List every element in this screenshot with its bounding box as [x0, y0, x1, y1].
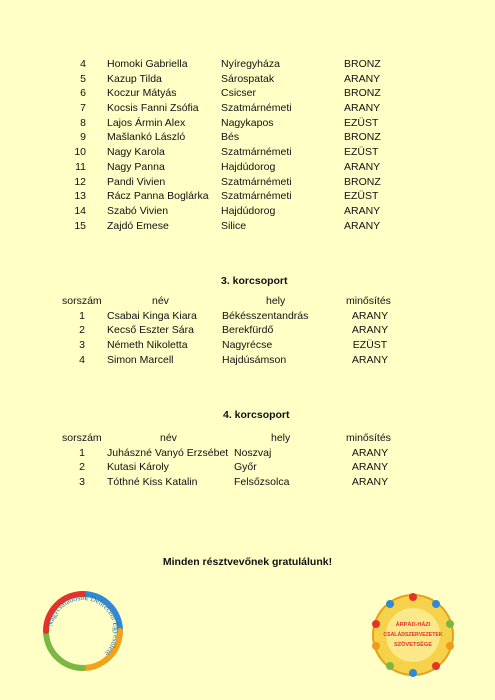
- row-number: 4: [80, 58, 86, 70]
- group3-title: 3. korcsoport: [221, 275, 288, 287]
- participant-place: Nyíregyháza: [221, 58, 280, 70]
- row-number: 8: [80, 116, 86, 129]
- results-table-group2: [0, 57, 495, 233]
- header-nev: név: [160, 432, 177, 444]
- participant-name: Kecső Eszter Sára: [107, 324, 194, 337]
- participant-name: Juhászné Vanyó Erzsébet: [107, 446, 229, 459]
- participant-rating: ARANY: [351, 461, 389, 474]
- participant-name: Tóthné Kiss Katalin: [107, 476, 198, 489]
- participant-name: Simon Marcell: [107, 353, 174, 366]
- participant-name: Pandi Vivien: [107, 175, 166, 188]
- participant-name: Kocsis Fanni Zsófia: [107, 102, 199, 115]
- participant-rating: ARANY: [344, 102, 381, 115]
- table-row: [0, 219, 495, 234]
- participant-place: Hajdúdorog: [221, 204, 276, 217]
- table-row: [0, 475, 495, 490]
- row-number: 15: [74, 219, 86, 232]
- table-row: [0, 160, 495, 175]
- row-number: 6: [80, 87, 86, 100]
- table-header: [0, 431, 495, 446]
- participant-name: Kutasi Károly: [107, 461, 169, 474]
- results-table-group4: [0, 431, 495, 490]
- participant-name: Kazup Tilda: [107, 72, 162, 85]
- participant-name: Koczur Mátyás: [107, 87, 177, 100]
- participant-rating: ARANY: [351, 309, 389, 322]
- table-row: [0, 446, 495, 461]
- row-number: 7: [80, 102, 86, 115]
- row-number: 2: [79, 461, 85, 474]
- right-logo: [366, 588, 460, 682]
- participant-rating: ARANY: [351, 446, 389, 459]
- left-logo: [36, 584, 130, 678]
- participant-rating: ARANY: [344, 160, 381, 173]
- row-number: 2: [79, 324, 85, 337]
- table-row: [0, 116, 495, 131]
- table-row: [0, 175, 495, 190]
- participant-rating: EZÜST: [344, 116, 379, 129]
- table-row: [0, 204, 495, 219]
- participant-place: Nagyrécse: [222, 339, 273, 352]
- participant-place: Győr: [234, 461, 257, 474]
- participant-rating: ARANY: [351, 476, 389, 489]
- row-number: 1: [79, 446, 85, 459]
- header-nev: név: [152, 295, 169, 307]
- row-number: 13: [74, 190, 86, 203]
- table-row: [0, 309, 495, 324]
- right-logo-text-mid: CSALÁDSZERVEZETEK: [383, 632, 443, 638]
- group4-title: 4. korcsoport: [223, 409, 290, 421]
- participant-name: Mašlankó László: [107, 131, 186, 144]
- header-minosites: minősítés: [346, 432, 391, 444]
- participant-rating: EZÜST: [352, 339, 388, 352]
- header-sorszam: sorszám: [62, 295, 102, 307]
- row-number: 14: [74, 204, 86, 217]
- closing-message: Minden résztvevőnek gratulálunk!: [162, 556, 333, 568]
- row-number: 9: [80, 131, 86, 144]
- right-logo-text-bottom: SZÖVETSÉGE: [394, 642, 432, 648]
- participant-place: Szatmárnémeti: [221, 146, 292, 159]
- participant-name: Nagy Panna: [107, 160, 165, 173]
- participant-place: Berekfürdő: [222, 324, 274, 337]
- participant-name: Szabó Vivien: [107, 204, 169, 217]
- participant-place: Szatmárnémeti: [221, 102, 292, 115]
- table-row: [0, 101, 495, 116]
- participant-name: Zajdó Emese: [107, 219, 169, 232]
- participant-place: Felsőzsolca: [234, 476, 290, 489]
- row-number: 3: [79, 476, 85, 489]
- participant-rating: BRONZ: [344, 175, 381, 188]
- header-minosites: minősítés: [346, 295, 391, 307]
- row-number: 11: [75, 160, 86, 173]
- participant-place: Békésszentandrás: [222, 309, 309, 322]
- participant-place: Sárospatak: [221, 72, 275, 85]
- participant-rating: BRONZ: [344, 131, 381, 144]
- header-hely: hely: [271, 432, 291, 444]
- participant-rating: ARANY: [344, 204, 381, 217]
- participant-place: Csicser: [221, 87, 257, 100]
- group4-rows: [0, 446, 495, 490]
- participant-rating: EZÜST: [344, 146, 379, 159]
- table-row: [0, 189, 495, 204]
- participant-place: Noszvaj: [234, 446, 272, 459]
- participant-rating: BRONZ: [344, 87, 381, 100]
- participant-place: Szatmárnémeti: [221, 190, 292, 203]
- participant-name: Homoki Gabriella: [107, 58, 188, 70]
- table-row: [0, 353, 495, 368]
- row-number: 1: [79, 309, 85, 322]
- participant-rating: ARANY: [344, 219, 381, 232]
- table-row: [0, 338, 495, 353]
- row-number: 10: [74, 146, 86, 159]
- row-number: 5: [80, 72, 86, 85]
- left-logo-text: Nagycsaládosok Debreceni Egyesülete: [45, 592, 122, 659]
- table-row: [0, 323, 495, 338]
- participant-place: Silice: [221, 219, 247, 232]
- header-sorszam: sorszám: [62, 432, 102, 444]
- participant-rating: ARANY: [344, 72, 381, 85]
- row-number: 3: [79, 339, 85, 352]
- results-table-group3: [0, 294, 495, 367]
- participant-place: Bés: [221, 131, 240, 144]
- participant-rating: ARANY: [351, 324, 389, 337]
- participant-rating: BRONZ: [344, 58, 381, 70]
- participant-name: Lajos Ármin Alex: [107, 116, 186, 129]
- participant-place: Nagykapos: [221, 116, 274, 129]
- group3-rows: [0, 309, 495, 368]
- participant-rating: EZÜST: [344, 190, 379, 203]
- participant-name: Csabai Kinga Kiara: [107, 309, 197, 322]
- table-row: [0, 57, 495, 72]
- table-row: [0, 86, 495, 101]
- participant-place: Hajdúsámson: [222, 353, 287, 366]
- participant-rating: ARANY: [351, 353, 389, 366]
- row-number: 12: [74, 175, 86, 188]
- table-row: [0, 460, 495, 475]
- participant-name: Rácz Panna Boglárka: [107, 190, 209, 203]
- table-row: [0, 72, 495, 87]
- table-row: [0, 130, 495, 145]
- table-row: [0, 145, 495, 160]
- participant-name: Németh Nikoletta: [107, 339, 188, 352]
- header-hely: hely: [266, 295, 286, 307]
- participant-place: Szatmárnémeti: [221, 175, 292, 188]
- participant-place: Hajdúdorog: [221, 160, 276, 173]
- table-header: [0, 294, 495, 309]
- participant-name: Nagy Karola: [107, 146, 165, 159]
- row-number: 4: [79, 353, 85, 366]
- right-logo-text-top: ÁRPÁD-HÁZI: [395, 622, 431, 628]
